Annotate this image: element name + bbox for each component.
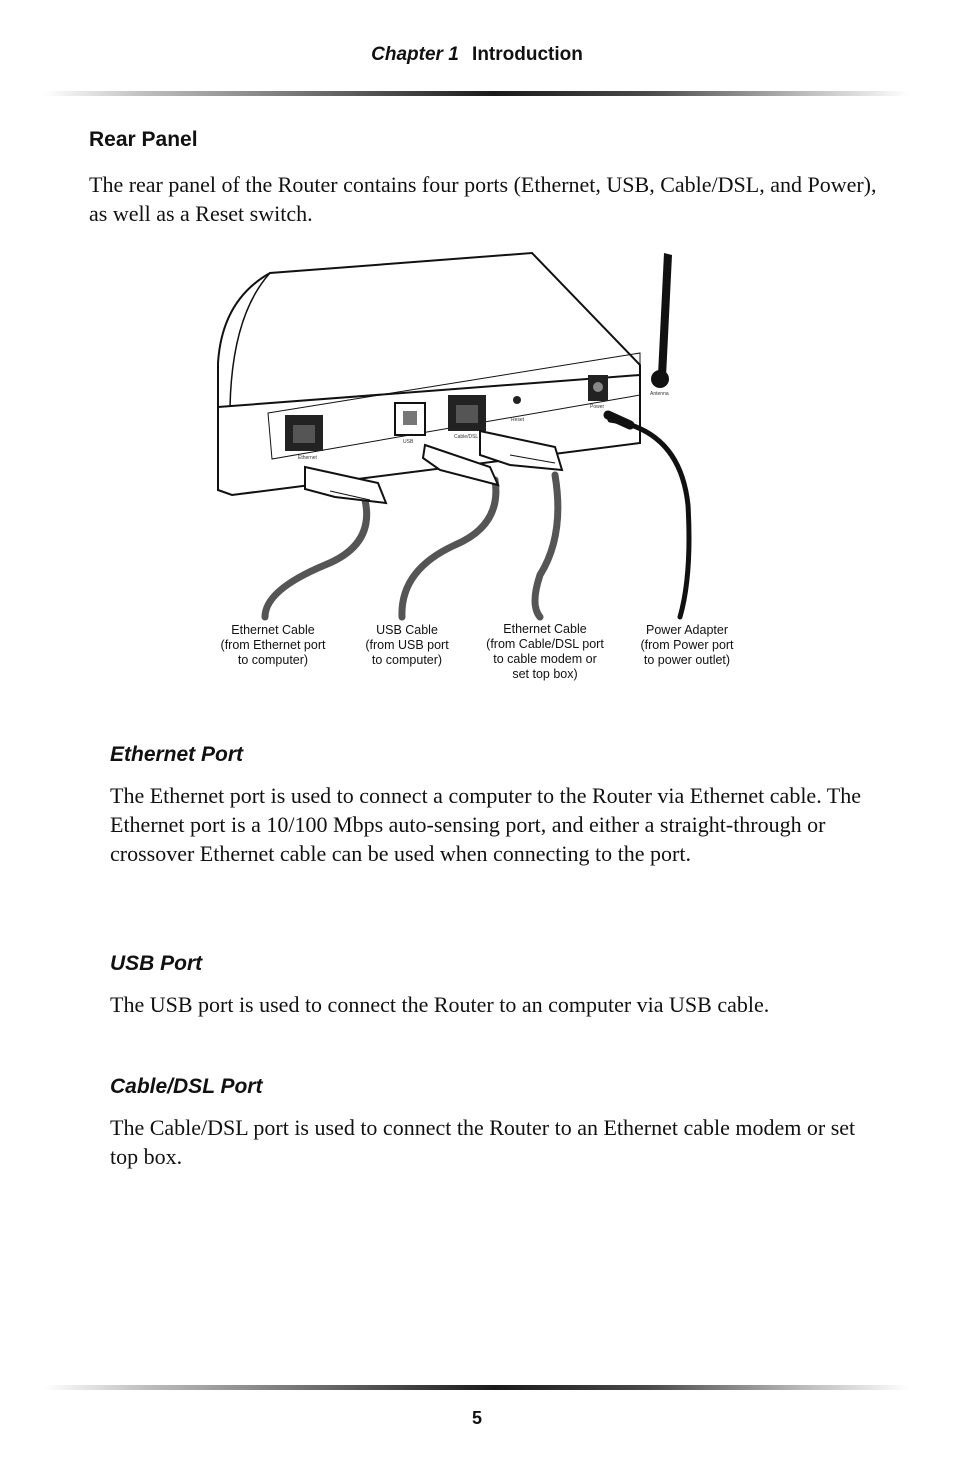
header-rule [44,91,910,96]
footer-rule [44,1385,910,1390]
caption-ethernet-cable [198,623,348,668]
panel-label-cable-dsl: Cable/DSL [454,434,479,440]
ethernet-port-text: The Ethernet port is used to connect a computer to the Router via Ethernet cable. The Ethernet port is a 10/100 Mbps auto-sensing port, and either a straight-through or crossover Ethernet cable can be used when connecting to the port. [110,783,861,866]
caption-line: to computer) [371,653,443,667]
caption-line: set top box) [512,667,578,681]
panel-label-antenna: Antenna [650,391,669,397]
section-heading-cable-dsl-port: Cable/DSL Port [110,1075,263,1098]
caption-line: (from Cable/DSL port [486,637,604,651]
caption-line: USB Cable [376,623,438,637]
section-heading-rear-panel: Rear Panel [89,128,198,151]
caption-power-adapter [612,623,762,668]
caption-cable-dsl-cable [470,622,620,682]
running-header [0,44,954,66]
caption-line: (from USB port [365,638,449,652]
caption-line: to power outlet) [643,653,731,667]
chapter-title: Introduction [472,44,583,65]
panel-label-reset: Reset [511,417,525,423]
section-heading-usb-port: USB Port [110,952,203,975]
cable-dsl-port-text: The Cable/DSL port is used to connect the Router to an Ethernet cable modem or set top box. [110,1115,856,1169]
panel-label-usb: USB [403,439,414,445]
section-heading-ethernet-port: Ethernet Port [110,743,244,766]
rear-panel-intro: The rear panel of the Router contains four ports (Ethernet, USB, Cable/DSL, and Power), as well as a Reset switch. [89,172,877,226]
caption-line: (from Ethernet port [220,638,326,652]
caption-line: (from Power port [640,638,734,652]
caption-usb-cable [332,623,482,668]
panel-label-power: Power [590,404,605,410]
caption-line: to cable modem or [493,652,597,666]
router-rear-panel-figure [210,245,750,690]
caption-line: to computer) [237,653,309,667]
panel-label-ethernet: Ethernet [298,455,317,461]
caption-line: Power Adapter [646,623,728,637]
caption-line: Ethernet Cable [503,622,587,636]
caption-line: Ethernet Cable [231,623,315,637]
chapter-number: Chapter 1 [371,44,459,65]
usb-port-text: The USB port is used to connect the Router to an computer via USB cable. [110,992,770,1017]
page-number: 5 [471,1408,482,1428]
